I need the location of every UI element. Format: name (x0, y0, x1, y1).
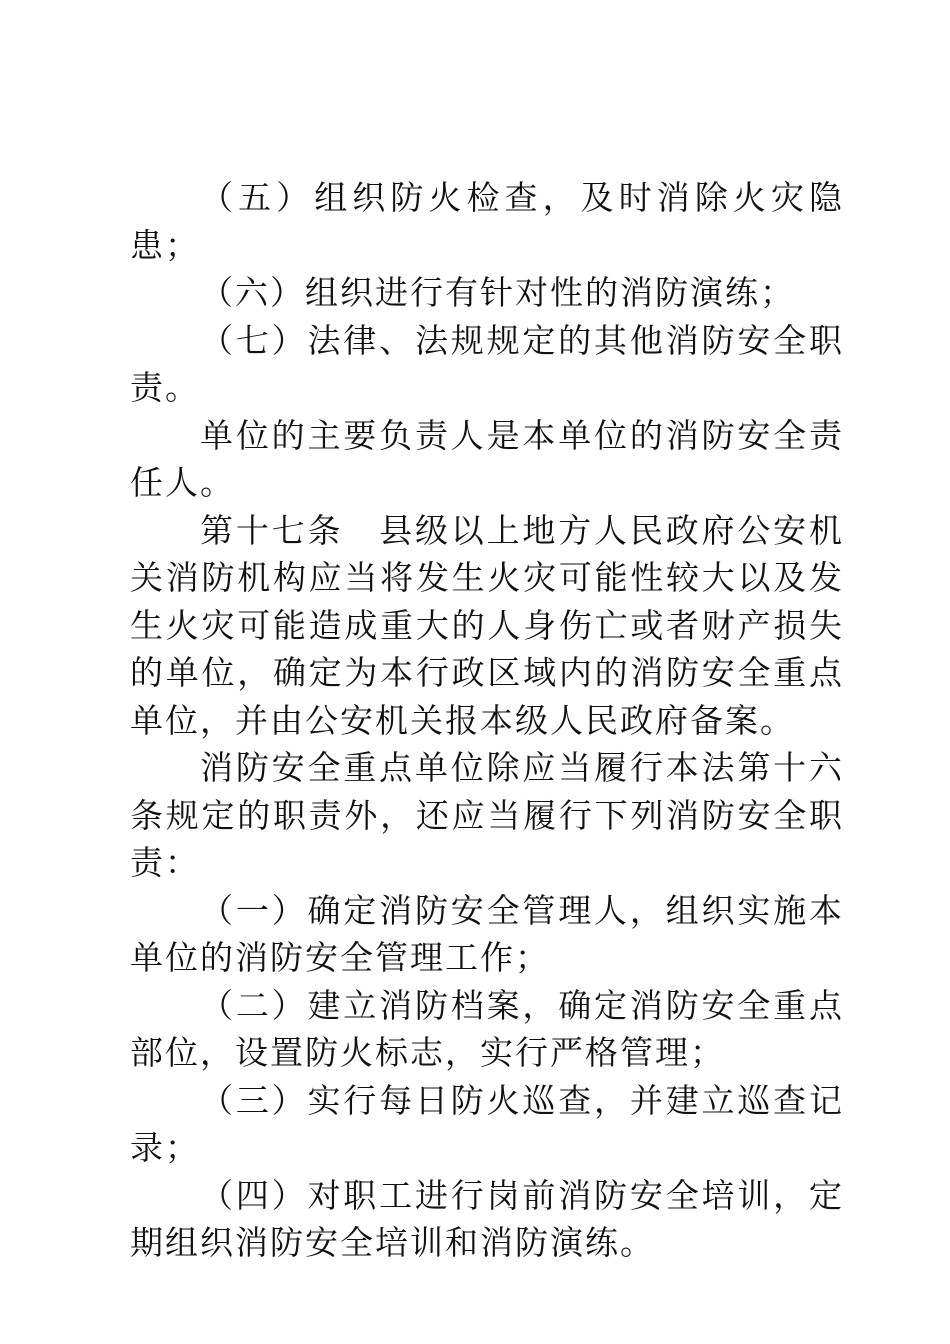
key-unit-duty-2: （二）建立消防档案，确定消防安全重点部位，设置防火标志，实行严格管理； (130, 985, 844, 1072)
clause-item-6: （六）组织进行有针对性的消防演练； (200, 273, 795, 312)
responsible-person-paragraph: 单位的主要负责人是本单位的消防安全责任人。 (130, 415, 844, 502)
key-unit-duty-4: （四）对职工进行岗前消防安全培训，定期组织消防安全培训和消防演练。 (130, 1175, 844, 1262)
key-unit-duty-3: （三）实行每日防火巡查，并建立巡查记录； (130, 1080, 844, 1167)
clause-item-5: （五）组织防火检查，及时消除火灾隐患； (130, 178, 844, 265)
article-17-paragraph: 第十七条 县级以上地方人民政府公安机关消防机构应当将发生火灾可能性较大以及发生火灾可能造成重大的人身伤亡或者财产损失的单位，确定为本行政区域内的消防安全重点单位，并由公安机关报本级人民政府备案。 (130, 510, 844, 740)
key-unit-duty-1: （一）确定消防安全管理人，组织实施本单位的消防安全管理工作； (130, 890, 844, 977)
key-unit-duties-intro: 消防安全重点单位除应当履行本法第十六条规定的职责外，还应当履行下列消防安全职责： (130, 748, 844, 882)
document-body (130, 174, 844, 1267)
clause-item-7: （七）法律、法规规定的其他消防安全职责。 (130, 320, 844, 407)
